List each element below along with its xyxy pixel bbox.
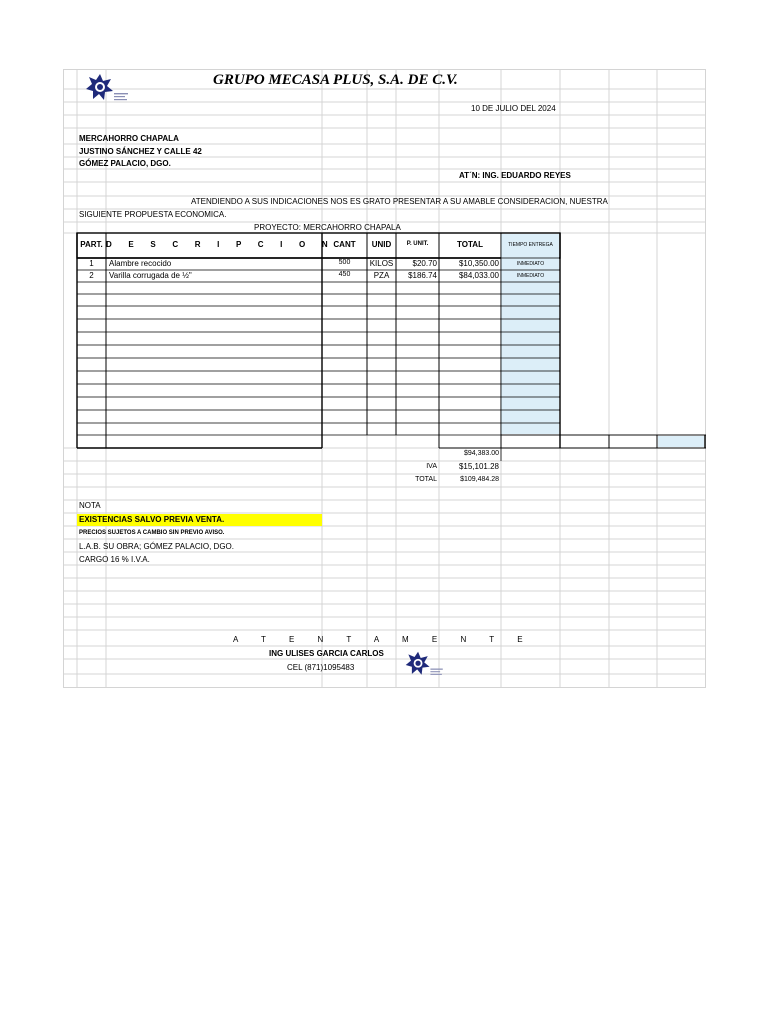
header-part: PART. bbox=[80, 240, 103, 249]
grand-total-value: $109,484.28 bbox=[460, 476, 499, 483]
header-description: D E S C R I P C I O N bbox=[106, 240, 335, 249]
header-delivery: TIEMPO ENTREGA bbox=[508, 242, 553, 248]
header-unit: UNID bbox=[371, 240, 392, 249]
signer-phone: CEL (871)1095483 bbox=[287, 663, 355, 672]
row-part: 2 bbox=[89, 271, 94, 280]
row-description: Varilla corrugada de ½" bbox=[109, 271, 192, 280]
document-date: 10 DE JULIO DEL 2024 bbox=[471, 104, 556, 113]
client-city: GÓMEZ PALACIO, DGO. bbox=[79, 159, 171, 168]
intro-line-1: ATENDIENDO A SUS INDICACIONES NOS ES GRATO PRESENTAR A SU AMABLE CONSIDERACION, NUESTRA bbox=[191, 197, 608, 206]
project-name: PROYECTO: MERCAHORRO CHAPALA bbox=[254, 223, 401, 232]
row-total: $10,350.00 bbox=[458, 259, 499, 268]
row-total: $84,033.00 bbox=[458, 271, 499, 280]
row-part: 1 bbox=[89, 259, 94, 268]
row-price: $20.70 bbox=[412, 259, 437, 268]
iva-label: IVA bbox=[426, 463, 437, 470]
spreadsheet-page bbox=[63, 69, 706, 688]
row-qty: 500 bbox=[338, 259, 351, 266]
row-description: Alambre recocido bbox=[109, 259, 172, 268]
company-name: GRUPO MECASA PLUS, S.A. DE C.V. bbox=[213, 72, 458, 88]
note-iva: CARGO 16 % I.V.A. bbox=[79, 555, 150, 564]
row-delivery: INMEDIATO bbox=[516, 261, 545, 267]
signer-name: ING ULISES GARCIA CARLOS bbox=[269, 649, 384, 658]
intro-line-2: SIGUIENTE PROPUESTA ECONOMICA. bbox=[79, 210, 227, 219]
star-logo-icon bbox=[403, 650, 449, 680]
header-qty: CANT bbox=[333, 240, 356, 249]
closing-text: A T E N T A M E N T E bbox=[233, 635, 534, 644]
total-label: TOTAL bbox=[415, 476, 437, 483]
row-qty: 450 bbox=[338, 271, 351, 278]
client-name: MERCAHORRO CHAPALA bbox=[79, 134, 179, 143]
row-price: $186.74 bbox=[408, 271, 437, 280]
row-delivery: INMEDIATO bbox=[516, 273, 545, 279]
extra-cell-fill bbox=[658, 436, 704, 447]
note-prices: PRECIOS SUJETOS A CAMBIO SIN PREVIO AVISO. bbox=[79, 530, 225, 536]
attention-line: AT´N: ING. EDUARDO REYES bbox=[459, 171, 571, 180]
client-address: JUSTINO SÁNCHEZ Y CALLE 42 bbox=[79, 147, 202, 156]
notes-heading: NOTA bbox=[79, 501, 101, 510]
note-lab: L.A.B. SU OBRA; GÓMEZ PALACIO, DGO. bbox=[79, 542, 234, 551]
row-unit: KILOS bbox=[369, 259, 394, 268]
star-logo-icon bbox=[83, 72, 135, 106]
header-price: P. UNIT. bbox=[406, 241, 429, 247]
subtotal-value: $94,383.00 bbox=[463, 450, 499, 457]
note-stock: EXISTENCIAS SALVO PREVIA VENTA. bbox=[79, 515, 225, 524]
header-total: TOTAL bbox=[457, 240, 483, 249]
iva-value: $15,101.28 bbox=[458, 462, 499, 471]
row-unit: PZA bbox=[373, 271, 390, 280]
